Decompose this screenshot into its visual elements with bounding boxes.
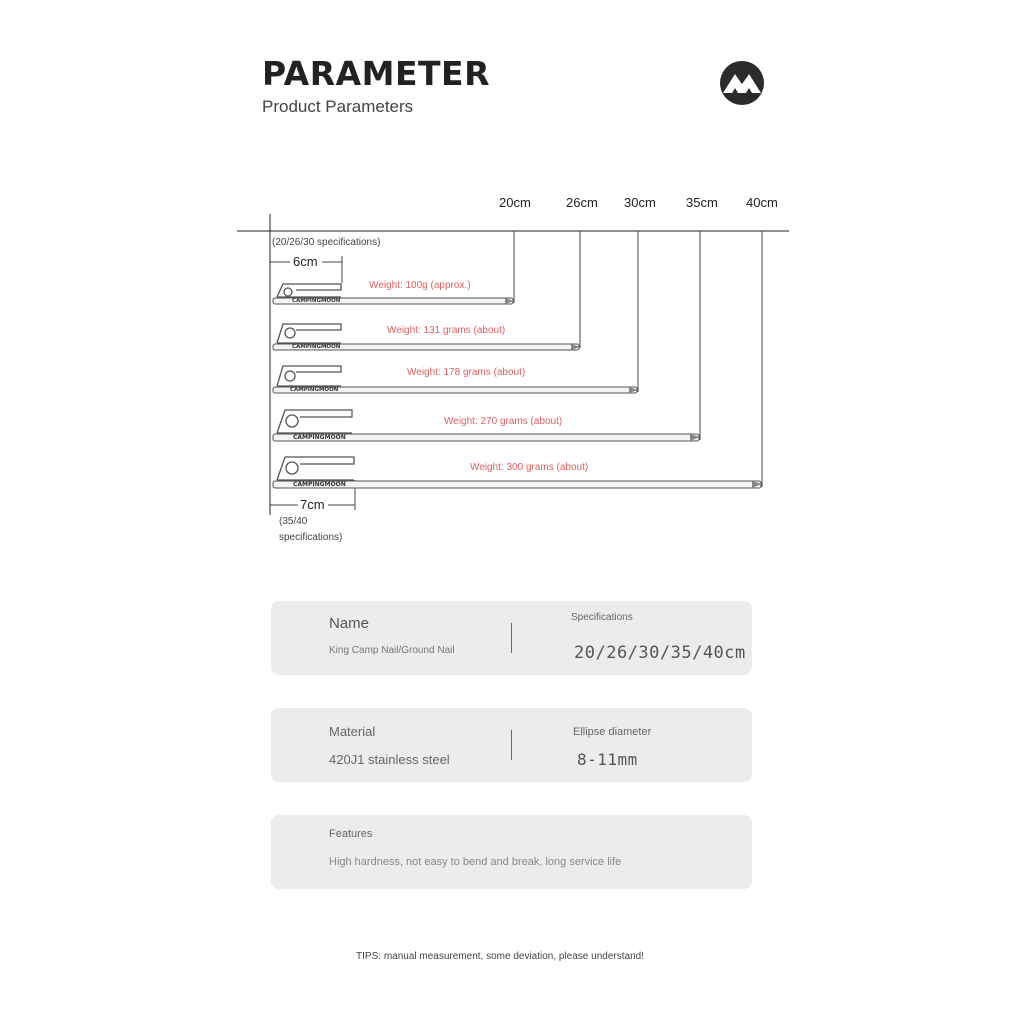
material-label: Material <box>329 724 376 739</box>
brand-label: CAMPINGMOON <box>293 434 346 441</box>
page-subtitle: Product Parameters <box>262 97 414 116</box>
length-label: 40cm <box>746 195 778 210</box>
small-spec-note: (20/26/30 specifications) <box>272 237 381 248</box>
brand-label: CAMPINGMOON <box>292 298 341 304</box>
diameter-value: 8-11mm <box>577 750 638 769</box>
weight-label: Weight: 100g (approx.) <box>369 280 471 291</box>
weight-label: Weight: 270 grams (about) <box>444 416 563 427</box>
card-divider <box>511 730 512 760</box>
large-spec-note: (35/40 <box>279 516 308 527</box>
length-label: 20cm <box>499 195 531 210</box>
diameter-label: Ellipse diameter <box>573 726 652 738</box>
name-value: King Camp Nail/Ground Nail <box>329 645 455 656</box>
spec-card-features <box>271 815 752 889</box>
spec-label: Specifications <box>571 612 633 623</box>
brand-label: CAMPINGMOON <box>292 344 341 350</box>
length-label: 26cm <box>566 195 598 210</box>
name-label: Name <box>329 615 370 632</box>
weight-label: Weight: 178 grams (about) <box>407 367 526 378</box>
material-value: 420J1 stainless steel <box>329 752 450 767</box>
length-label: 30cm <box>624 195 656 210</box>
large-head-width: 7cm <box>300 497 325 512</box>
spec-card-material <box>271 708 752 782</box>
weight-label: Weight: 131 grams (about) <box>387 325 506 336</box>
spec-value: 20/26/30/35/40cm <box>574 643 746 663</box>
weight-label: Weight: 300 grams (about) <box>470 462 589 473</box>
small-head-width: 6cm <box>293 254 318 269</box>
card-divider <box>511 623 512 653</box>
large-spec-note: specifications) <box>279 532 343 543</box>
brand-label: CAMPINGMOON <box>293 481 346 488</box>
features-value: High hardness, not easy to bend and break, long service life <box>329 856 622 868</box>
brand-label: CAMPINGMOON <box>290 387 339 393</box>
page-title: PARAMETER <box>262 54 490 93</box>
tips-note: TIPS: manual measurement, some deviation, please understand! <box>356 951 644 962</box>
spec-card-name <box>271 601 752 675</box>
features-label: Features <box>329 828 373 840</box>
length-label: 35cm <box>686 195 718 210</box>
